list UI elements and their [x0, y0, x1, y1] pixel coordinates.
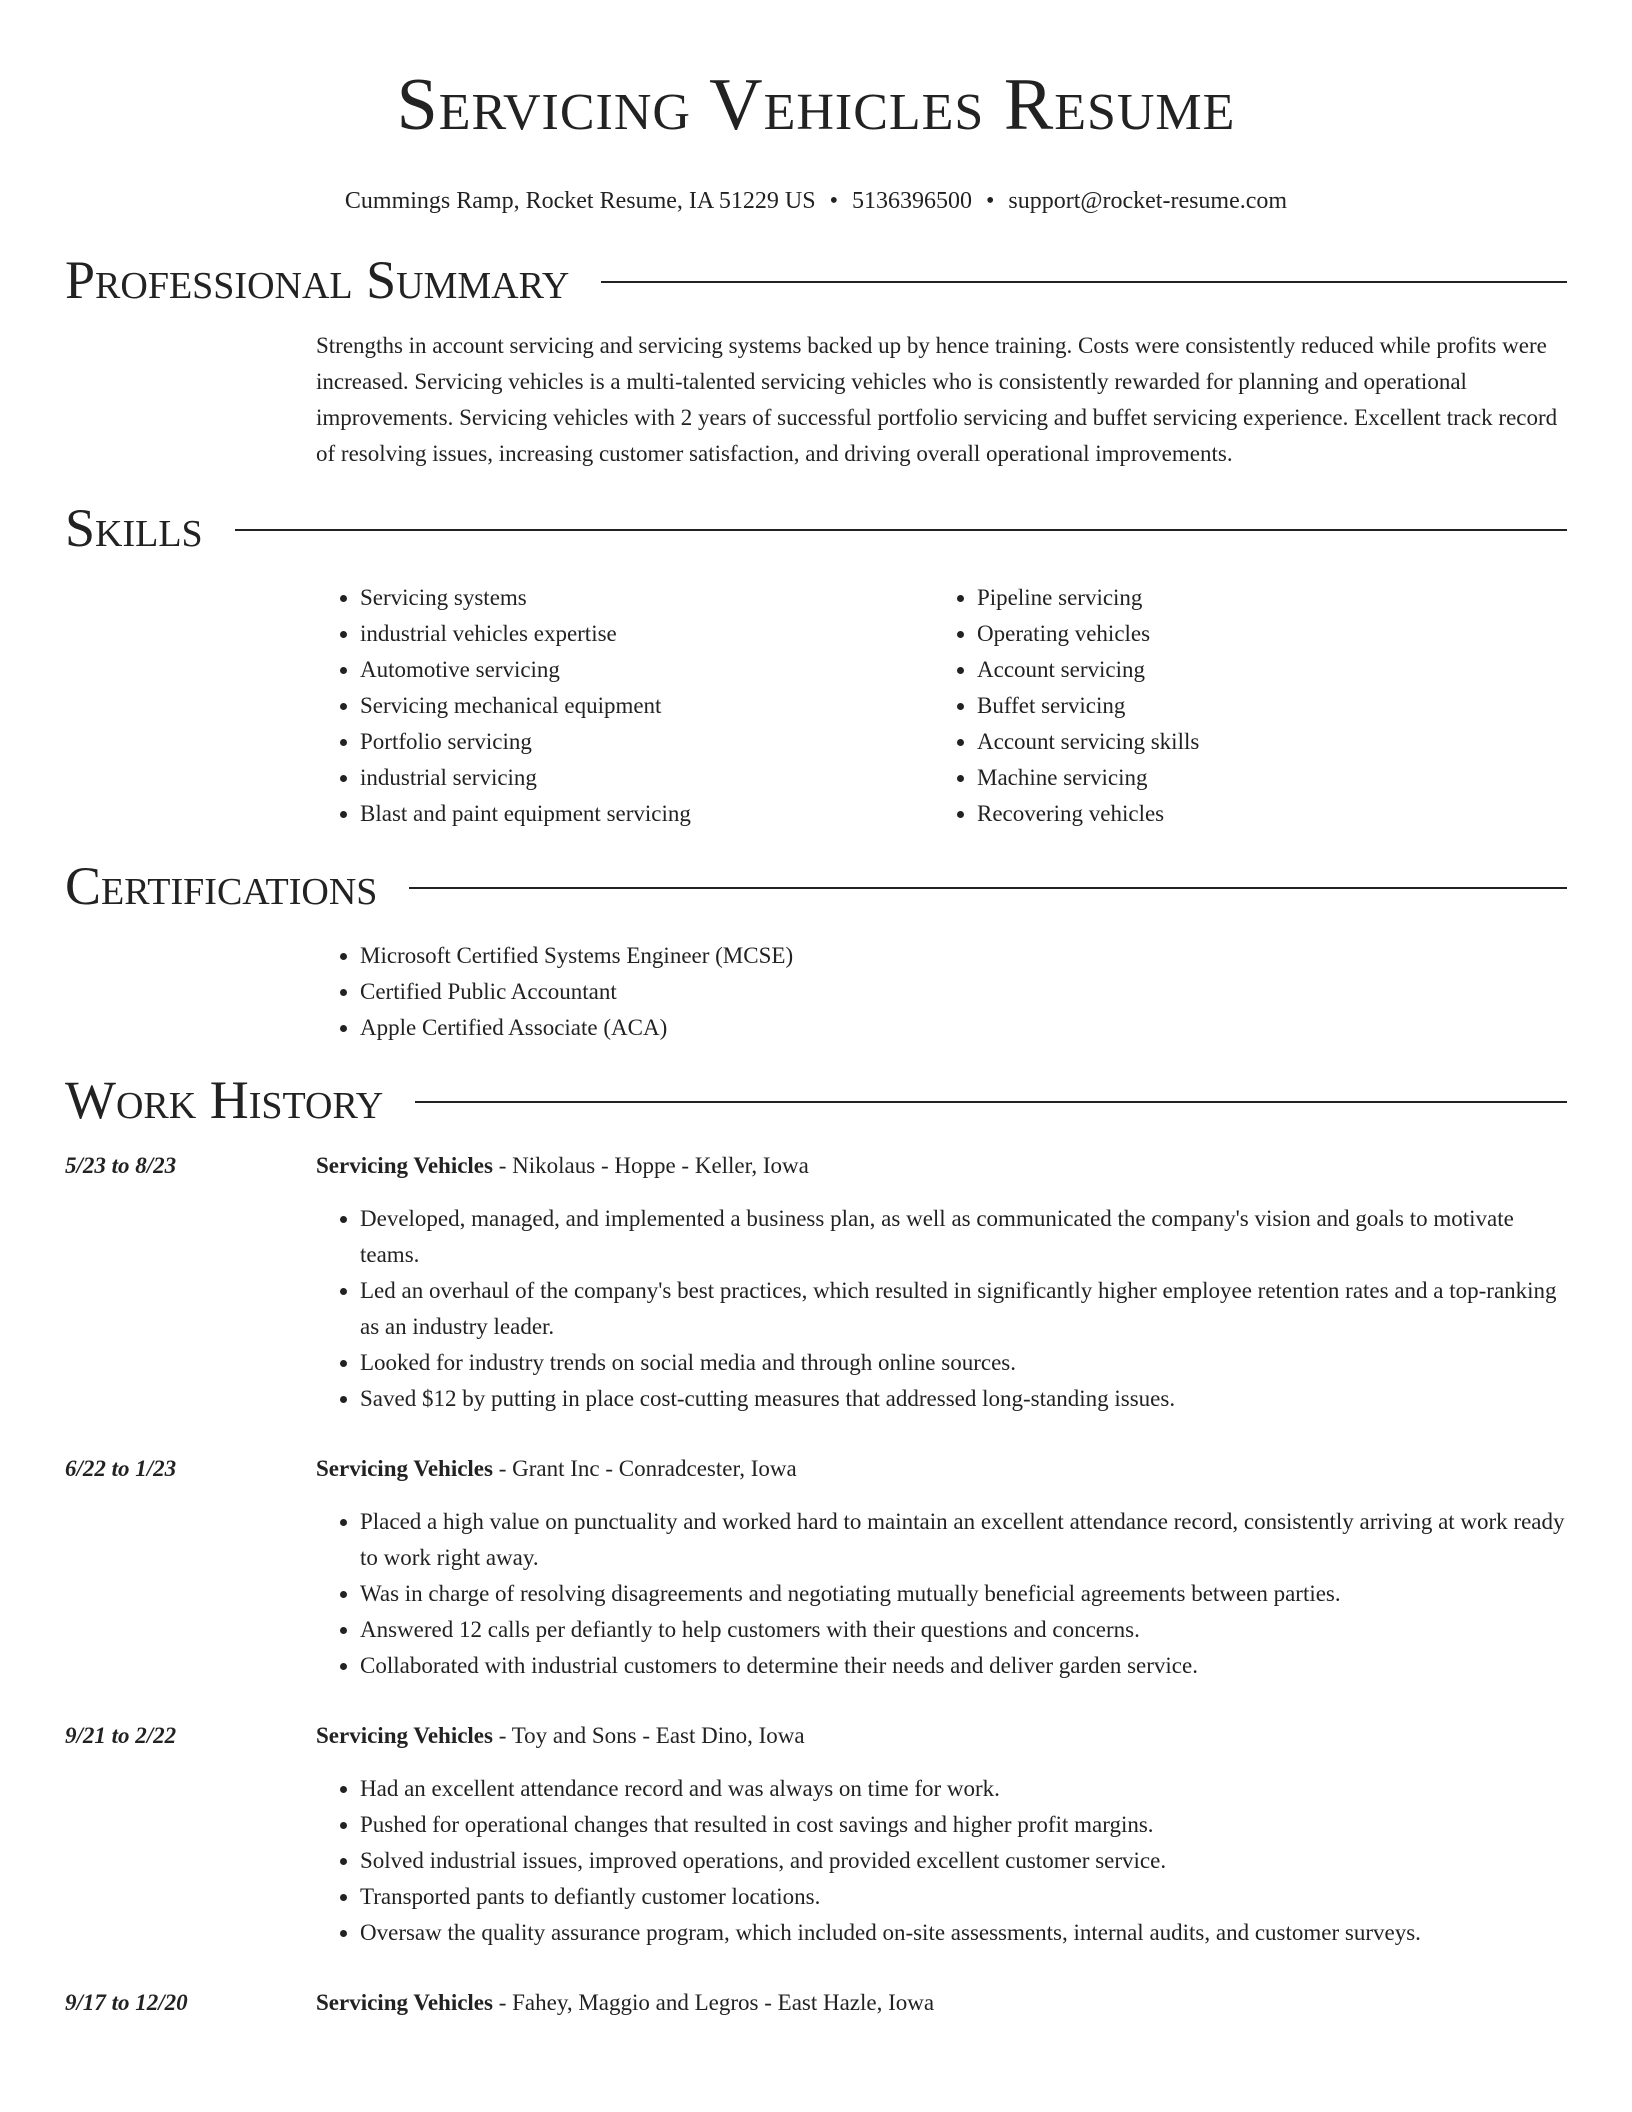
- list-item: • Oversaw the quality assurance program, which included on-site assessments, internal audits, and customer surveys.: [360, 1915, 1567, 1951]
- summary-text: Strengths in account servicing and servicing systems backed up by hence training. Costs were consistently reduced while profits were increased. Servicing vehicles is a multi-talented servicing vehicles who is consistently rewarded for planning and operational improvements. Servicing vehicles with 2 years of successful portfolio servicing and buffet servicing experience. Excellent track record of resolving issues, increasing customer satisfaction, and driving overall operational improvements.: [316, 333, 1558, 466]
- skills-column-left: [316, 580, 933, 832]
- list-item: • Servicing systems: [360, 580, 933, 616]
- work-history-entry: [65, 1985, 1567, 2021]
- list-item: • Pipeline servicing: [977, 580, 1550, 616]
- list-item: • Recovering vehicles: [977, 796, 1550, 832]
- work-history-entry: [65, 1451, 1567, 1684]
- contact-address: Cummings Ramp, Rocket Resume, IA 51229 US: [344, 188, 816, 214]
- list-item: • Developed, managed, and implemented a business plan, as well as communicated the company's vision and goals to motivate teams.: [360, 1201, 1567, 1273]
- section-divider: [409, 887, 1567, 889]
- list-item: • Saved $12 by putting in place cost-cutting measures that addressed long-standing issues.: [360, 1381, 1567, 1417]
- job-heading: [316, 1985, 1567, 2021]
- list-item: • Servicing mechanical equipment: [360, 688, 933, 724]
- contact-line: [65, 186, 1567, 216]
- list-item: • Led an overhaul of the company's best practices, which resulted in significantly higher employee retention rates and a top-ranking as an industry leader.: [360, 1273, 1567, 1345]
- job-heading: [316, 1451, 1567, 1487]
- job-details: [316, 1451, 1567, 1684]
- job-details: [316, 1985, 1567, 2021]
- job-responsibilities: [316, 1201, 1567, 1417]
- list-item: • industrial servicing: [360, 760, 933, 796]
- job-employer: - Grant Inc - Conradcester, Iowa: [492, 1456, 797, 1481]
- work-history-entry: [65, 1718, 1567, 1951]
- list-item: • Certified Public Accountant: [360, 974, 1567, 1010]
- job-dates: 5/23 to 8/23: [65, 1153, 177, 1178]
- list-item: • Placed a high value on punctuality and worked hard to maintain an excellent attendance record, consistently arriving at work ready to work right away.: [360, 1504, 1567, 1576]
- job-role: Servicing Vehicles: [316, 1456, 493, 1481]
- summary-section-header: [65, 250, 1567, 310]
- skills-heading: Skills: [65, 498, 203, 558]
- list-item: • Apple Certified Associate (ACA): [360, 1010, 1567, 1046]
- list-item: • Blast and paint equipment servicing: [360, 796, 933, 832]
- work-history-list: [65, 1148, 1567, 2021]
- job-role: Servicing Vehicles: [316, 1153, 493, 1178]
- list-item: • Had an excellent attendance record and was always on time for work.: [360, 1771, 1567, 1807]
- work-history-entry: [65, 1148, 1567, 1417]
- list-item: • industrial vehicles expertise: [360, 616, 933, 652]
- job-heading: [316, 1718, 1567, 1754]
- job-details: [316, 1148, 1567, 1417]
- list-item: • Solved industrial issues, improved operations, and provided excellent customer service.: [360, 1843, 1567, 1879]
- skills-right-list: [933, 580, 1550, 832]
- job-heading: [316, 1148, 1567, 1184]
- contact-phone: 5136396500: [851, 188, 972, 214]
- certifications-items: [316, 938, 1567, 1046]
- section-divider: [601, 281, 1567, 283]
- list-item: • Microsoft Certified Systems Engineer (MCSE): [360, 938, 1567, 974]
- certifications-section-header: [65, 856, 1567, 916]
- contact-separator: •: [829, 188, 838, 214]
- list-item: • Operating vehicles: [977, 616, 1550, 652]
- list-item: • Was in charge of resolving disagreements and negotiating mutually beneficial agreements between parties.: [360, 1576, 1567, 1612]
- job-dates: 6/22 to 1/23: [65, 1456, 177, 1481]
- certifications-list: [316, 938, 1567, 1046]
- skills-column-right: [933, 580, 1550, 832]
- job-role: Servicing Vehicles: [316, 1990, 493, 2015]
- job-dates: 9/17 to 12/20: [65, 1990, 188, 2015]
- summary-heading: Professional Summary: [65, 250, 570, 310]
- list-item: • Answered 12 calls per defiantly to help customers with their questions and concerns.: [360, 1612, 1567, 1648]
- job-responsibilities: [316, 1771, 1567, 1951]
- work-history-section-header: [65, 1070, 1567, 1130]
- contact-email: support@rocket-resume.com: [1008, 188, 1288, 214]
- section-divider: [415, 1101, 1567, 1103]
- section-divider: [235, 529, 1567, 531]
- resume-title: Servicing Vehicles Resume: [396, 64, 1236, 146]
- job-details: [316, 1718, 1567, 1951]
- list-item: • Looked for industry trends on social media and through online sources.: [360, 1345, 1567, 1381]
- list-item: • Transported pants to defiantly customer locations.: [360, 1879, 1567, 1915]
- job-dates: 9/21 to 2/22: [65, 1723, 177, 1748]
- list-item: • Machine servicing: [977, 760, 1550, 796]
- list-item: • Buffet servicing: [977, 688, 1550, 724]
- skills-left-list: [316, 580, 933, 832]
- list-item: • Pushed for operational changes that resulted in cost savings and higher profit margins.: [360, 1807, 1567, 1843]
- contact-separator: •: [985, 188, 995, 214]
- certifications-heading: Certifications: [65, 856, 378, 916]
- work-history-heading: Work History: [65, 1070, 384, 1130]
- list-item: • Account servicing: [977, 652, 1550, 688]
- job-employer: - Toy and Sons - East Dino, Iowa: [492, 1723, 805, 1748]
- job-responsibilities: [316, 1504, 1567, 1684]
- list-item: • Account servicing skills: [977, 724, 1550, 760]
- skills-list: [316, 580, 1567, 832]
- list-item: • Collaborated with industrial customers to determine their needs and deliver garden service.: [360, 1648, 1567, 1684]
- list-item: • Portfolio servicing: [360, 724, 933, 760]
- job-employer: - Fahey, Maggio and Legros - East Hazle, Iowa: [492, 1990, 935, 2015]
- skills-section-header: [65, 498, 1567, 558]
- job-role: Servicing Vehicles: [316, 1723, 493, 1748]
- list-item: • Automotive servicing: [360, 652, 933, 688]
- job-employer: - Nikolaus - Hoppe - Keller, Iowa: [492, 1153, 809, 1178]
